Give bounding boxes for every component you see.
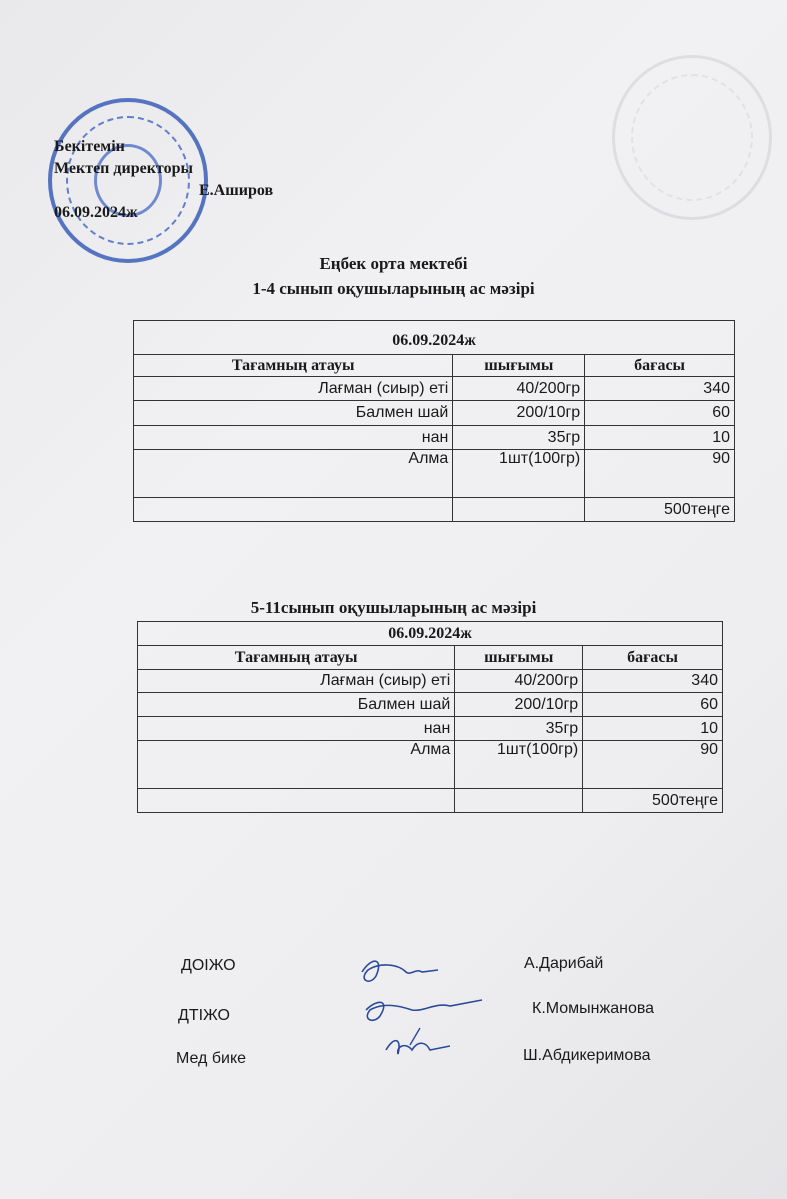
total-row [138,789,723,813]
approval-block [54,136,274,224]
menu1-header-yield: шығымы [453,355,585,377]
menu1-date: 06.09.2024ж [134,329,735,355]
dish-name: нан [138,717,455,741]
menu1-header-price: бағасы [585,355,735,377]
menu1-header-name: Тағамның атауы [134,355,453,377]
dish-name: нан [134,426,453,450]
dish-yield: 35гр [455,717,583,741]
dish-name: Алма [138,741,455,789]
menu1-table [133,320,735,522]
dish-price: 10 [583,717,723,741]
dish-yield: 1шт(100гр) [455,741,583,789]
signature-name: К.Момынжанова [532,1000,655,1017]
dish-yield: 40/200гр [455,670,583,693]
dish-yield: 35гр [453,426,585,450]
signature-role: ДТІЖО [178,1007,230,1024]
table-row [134,426,735,450]
director-name: Е.Аширов [199,182,274,199]
menu1-heading: 1-4 сынып оқушыларының ас мәзірі [252,279,535,298]
signature-name: А.Дарибай [524,955,604,972]
table-row [138,741,723,789]
table-row [134,401,735,426]
menu2-header-yield: шығымы [455,646,583,670]
dish-price: 340 [583,670,723,693]
dish-yield: 200/10гр [453,401,585,426]
signature-name: Ш.Абдикеримова [523,1047,651,1064]
dish-name: Алма [134,450,453,498]
dish-price: 90 [583,741,723,789]
dish-name: Лағман (сиыр) еті [138,670,455,693]
table-row [138,670,723,693]
table-row [134,377,735,401]
school-name: Еңбек орта мектебі [319,254,468,273]
dish-price: 60 [583,693,723,717]
dish-yield: 40/200гр [453,377,585,401]
total-row [134,498,735,522]
menu2-heading: 5-11сынып оқушыларының ас мәзірі [250,598,537,617]
table-row [138,693,723,717]
menu2-header-name: Тағамның атауы [138,646,455,670]
menu2-total: 500теңге [583,789,723,813]
dish-name: Балмен шай [138,693,455,717]
table-row [138,717,723,741]
menu2-date: 06.09.2024ж [138,622,723,646]
dish-price: 90 [585,450,735,498]
dish-name: Лағман (сиыр) еті [134,377,453,401]
approval-line1: Бекітемін [54,138,125,155]
approval-line2: Мектеп директоры [54,160,193,177]
dish-yield: 200/10гр [455,693,583,717]
menu1-total: 500теңге [585,498,735,522]
handwritten-signatures [350,950,490,1060]
menu2-table [137,621,723,813]
menu2-header-price: бағасы [583,646,723,670]
approval-date: 06.09.2024ж [54,204,138,221]
dish-price: 60 [585,401,735,426]
dish-yield: 1шт(100гр) [453,450,585,498]
signature-role: ДОІЖО [181,957,236,974]
dish-name: Балмен шай [134,401,453,426]
faded-stamp [612,55,772,220]
dish-price: 10 [585,426,735,450]
signature-role: Мед бике [176,1050,247,1067]
dish-price: 340 [585,377,735,401]
table-row [134,450,735,498]
